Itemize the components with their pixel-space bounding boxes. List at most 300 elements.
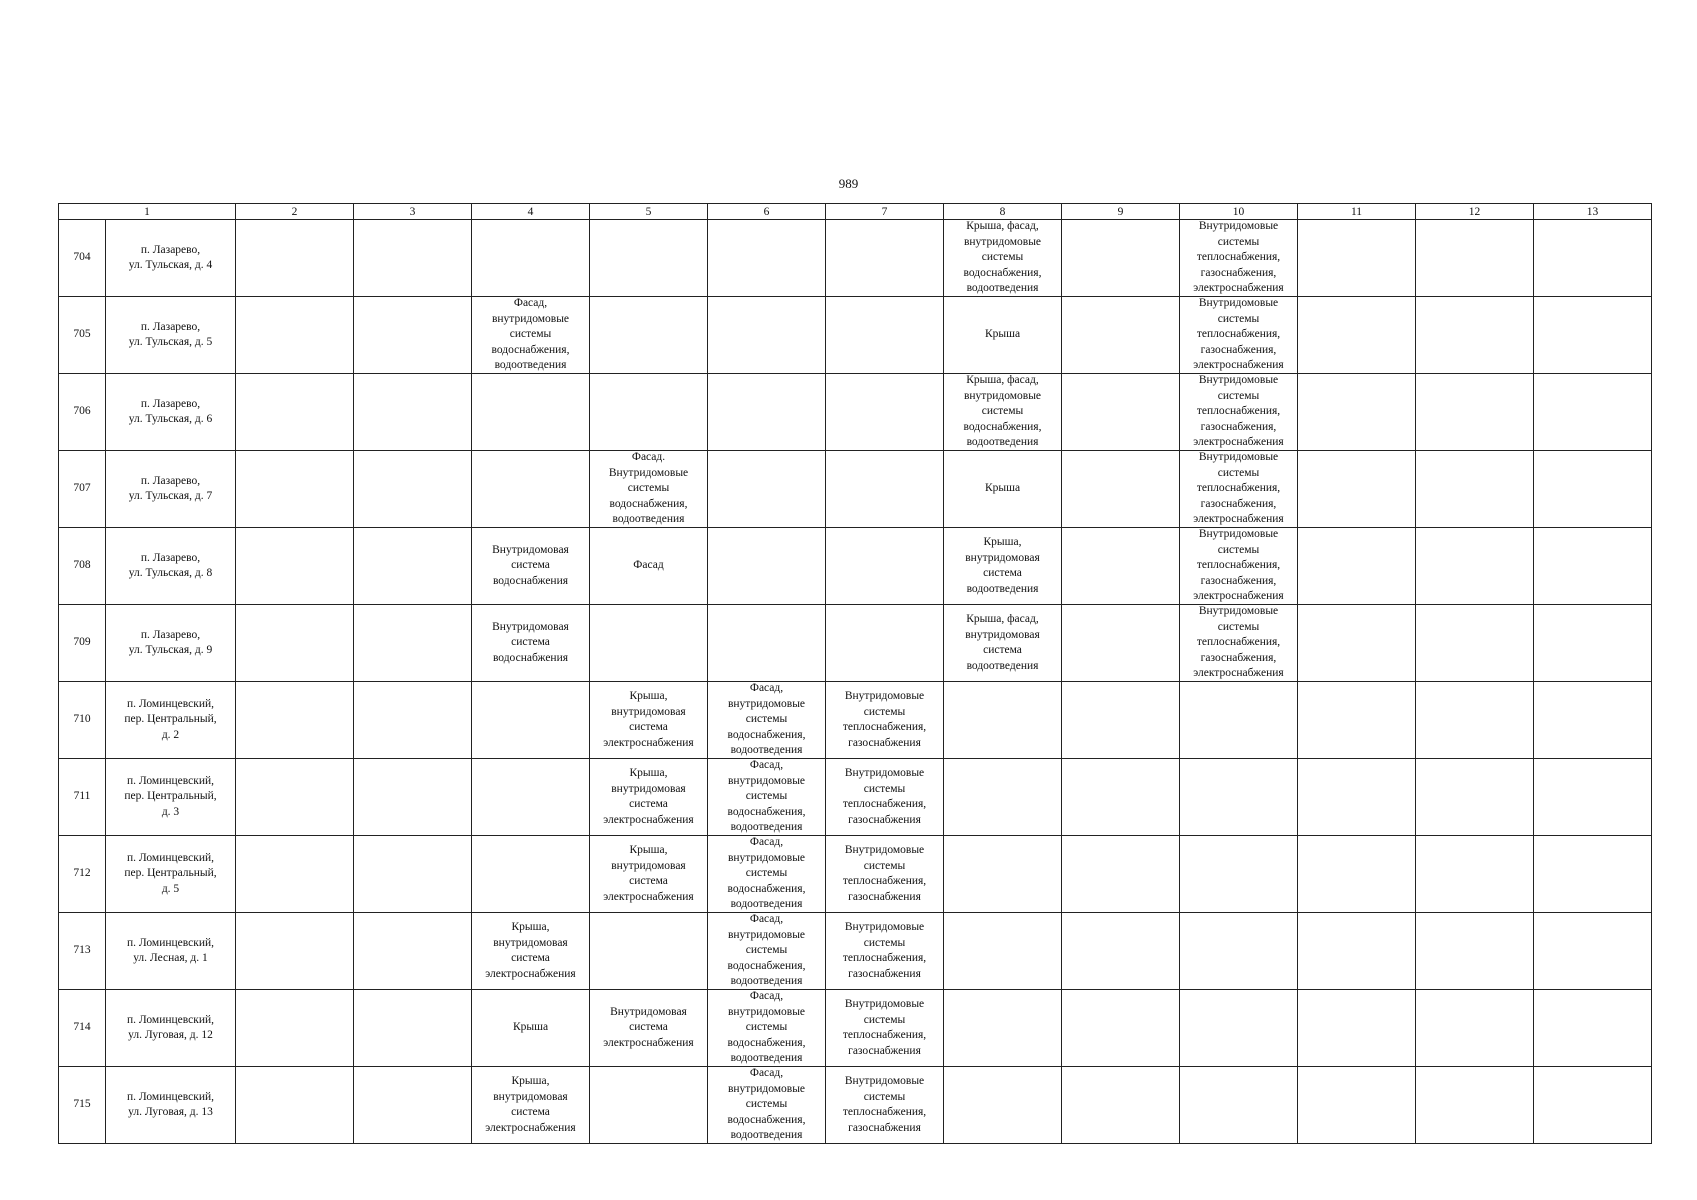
- work-cell-10: [1180, 297, 1298, 374]
- cell-value: Крыша, фасад, внутридомовые системы водоснабжения, водоотведения: [963, 220, 1042, 295]
- address-cell: [106, 682, 236, 759]
- row-number-cell: [59, 374, 106, 451]
- work-cell-11: [1298, 836, 1416, 913]
- cell-text: [828, 682, 941, 758]
- header-cell: 13: [1534, 204, 1652, 220]
- header-cell: 3: [354, 204, 472, 220]
- work-cell-2: [236, 605, 354, 682]
- cell-value: Внутридомовые системы теплоснабжения, газоснабжения, электроснабжения: [1193, 451, 1284, 526]
- work-cell-11: [1298, 605, 1416, 682]
- header-cell: 6: [708, 204, 826, 220]
- cell-text: [61, 1067, 103, 1143]
- cell-text: [1300, 605, 1413, 681]
- work-cell-5: [590, 682, 708, 759]
- row-number-cell: [59, 605, 106, 682]
- cell-text: [710, 374, 823, 450]
- cell-text: [474, 605, 587, 681]
- cell-text: [828, 913, 941, 989]
- work-cell-8: [944, 990, 1062, 1067]
- work-cell-12: [1416, 528, 1534, 605]
- cell-text: [592, 990, 705, 1066]
- work-cell-9: [1062, 605, 1180, 682]
- work-cell-11: [1298, 913, 1416, 990]
- cell-value: п. Ломинцевский, пер. Центральный, д. 5: [124, 851, 217, 895]
- row-number-cell: [59, 682, 106, 759]
- work-cell-10: [1180, 605, 1298, 682]
- cell-value: п. Лазарево, ул. Тульская, д. 8: [128, 551, 213, 579]
- cell-text: [238, 759, 351, 835]
- cell-value: Фасад, внутридомовые системы водоснабжения, водоотведения: [727, 682, 806, 757]
- work-cell-9: [1062, 1067, 1180, 1144]
- cell-text: [1182, 682, 1295, 758]
- cell-value: 706: [73, 405, 91, 418]
- address-cell: [106, 297, 236, 374]
- work-cell-12: [1416, 1067, 1534, 1144]
- work-cell-9: [1062, 220, 1180, 297]
- cell-text: [1418, 759, 1531, 835]
- cell-text: [1064, 374, 1177, 450]
- cell-text: [474, 297, 587, 373]
- work-cell-6: [708, 836, 826, 913]
- work-cell-7: [826, 682, 944, 759]
- cell-text: [474, 374, 587, 450]
- work-cell-8: [944, 913, 1062, 990]
- header-cell: 2: [236, 204, 354, 220]
- work-cell-13: [1534, 1067, 1652, 1144]
- cell-text: [946, 451, 1059, 527]
- work-cell-13: [1534, 682, 1652, 759]
- cell-text: [710, 759, 823, 835]
- header-row: [59, 204, 1652, 220]
- cell-text: [592, 374, 705, 450]
- work-cell-4: [472, 682, 590, 759]
- cell-text: [1064, 836, 1177, 912]
- work-cell-13: [1534, 374, 1652, 451]
- work-cell-8: [944, 1067, 1062, 1144]
- work-cell-2: [236, 682, 354, 759]
- work-cell-8: [944, 297, 1062, 374]
- row-number-cell: [59, 220, 106, 297]
- work-cell-12: [1416, 297, 1534, 374]
- cell-value: Внутридомовые системы теплоснабжения, газоснабжения, электроснабжения: [1193, 220, 1284, 295]
- page-number: 989: [838, 176, 859, 191]
- table-row: [59, 990, 1652, 1067]
- work-cell-3: [354, 374, 472, 451]
- cell-text: [1300, 451, 1413, 527]
- cell-text: [1182, 836, 1295, 912]
- cell-text: [828, 220, 941, 296]
- work-cell-10: [1180, 220, 1298, 297]
- cell-value: п. Лазарево, ул. Тульская, д. 7: [128, 474, 213, 502]
- work-cell-3: [354, 451, 472, 528]
- cell-text: [108, 374, 233, 450]
- cell-text: [1536, 605, 1649, 681]
- work-cell-5: [590, 836, 708, 913]
- cell-text: [356, 220, 469, 296]
- cell-text: [946, 990, 1059, 1066]
- work-cell-3: [354, 605, 472, 682]
- cell-text: [61, 451, 103, 527]
- work-cell-4: [472, 990, 590, 1067]
- work-cell-8: [944, 682, 1062, 759]
- cell-text: [61, 220, 103, 296]
- work-cell-4: [472, 913, 590, 990]
- work-cell-2: [236, 451, 354, 528]
- cell-text: [592, 759, 705, 835]
- cell-text: [1182, 605, 1295, 681]
- cell-value: Внутридомовая система электроснабжения: [603, 1005, 694, 1049]
- work-cell-13: [1534, 297, 1652, 374]
- cell-text: [1064, 913, 1177, 989]
- cell-value: 709: [73, 636, 91, 649]
- cell-text: [474, 759, 587, 835]
- cell-text: [108, 759, 233, 835]
- work-cell-3: [354, 297, 472, 374]
- work-cell-6: [708, 528, 826, 605]
- work-cell-4: [472, 759, 590, 836]
- work-cell-2: [236, 759, 354, 836]
- cell-value: Внутридомовые системы теплоснабжения, газоснабжения, электроснабжения: [1193, 297, 1284, 372]
- cell-value: Крыша: [984, 482, 1021, 495]
- cell-text: [1182, 451, 1295, 527]
- cell-text: [1300, 374, 1413, 450]
- work-cell-3: [354, 759, 472, 836]
- work-cell-2: [236, 913, 354, 990]
- work-cell-5: [590, 605, 708, 682]
- cell-value: Внутридомовые системы теплоснабжения, газоснабжения: [842, 921, 927, 980]
- work-cell-6: [708, 220, 826, 297]
- cell-text: [592, 605, 705, 681]
- cell-value: Фасад, внутридомовые системы водоснабжения, водоотведения: [727, 990, 806, 1065]
- cell-text: [946, 528, 1059, 604]
- address-cell: [106, 528, 236, 605]
- cell-value: Внутридомовая система водоснабжения: [492, 543, 569, 587]
- work-cell-3: [354, 1067, 472, 1144]
- cell-text: [828, 451, 941, 527]
- cell-value: Внутридомовые системы теплоснабжения, газоснабжения, электроснабжения: [1193, 374, 1284, 449]
- cell-text: [828, 605, 941, 681]
- cell-text: [1300, 759, 1413, 835]
- cell-text: [946, 759, 1059, 835]
- cell-text: [61, 682, 103, 758]
- cell-value: 713: [73, 944, 91, 957]
- cell-text: [474, 836, 587, 912]
- cell-text: [1418, 836, 1531, 912]
- work-cell-3: [354, 682, 472, 759]
- work-cell-2: [236, 528, 354, 605]
- work-cell-10: [1180, 528, 1298, 605]
- address-cell: [106, 836, 236, 913]
- cell-text: [108, 836, 233, 912]
- work-cell-13: [1534, 605, 1652, 682]
- work-cell-4: [472, 297, 590, 374]
- cell-text: [356, 605, 469, 681]
- cell-text: [1300, 220, 1413, 296]
- work-cell-10: [1180, 836, 1298, 913]
- cell-text: [61, 297, 103, 373]
- cell-text: [474, 451, 587, 527]
- work-cell-13: [1534, 528, 1652, 605]
- cell-value: Крыша, внутридомовая система водоотведения: [965, 536, 1040, 595]
- work-cell-13: [1534, 990, 1652, 1067]
- cell-text: [946, 374, 1059, 450]
- cell-text: [61, 528, 103, 604]
- cell-text: [828, 990, 941, 1066]
- work-cell-11: [1298, 451, 1416, 528]
- cell-text: [356, 913, 469, 989]
- cell-text: [1064, 759, 1177, 835]
- work-cell-5: [590, 374, 708, 451]
- work-cell-6: [708, 990, 826, 1067]
- table-body: [59, 220, 1652, 1144]
- row-number-cell: [59, 913, 106, 990]
- cell-value: п. Лазарево, ул. Тульская, д. 5: [128, 320, 213, 348]
- cell-value: Внутридомовые системы теплоснабжения, газоснабжения, электроснабжения: [1193, 528, 1284, 603]
- cell-text: [1418, 682, 1531, 758]
- work-cell-6: [708, 1067, 826, 1144]
- cell-text: [710, 682, 823, 758]
- cell-text: [356, 297, 469, 373]
- cell-text: [238, 451, 351, 527]
- work-cell-11: [1298, 759, 1416, 836]
- work-cell-8: [944, 451, 1062, 528]
- cell-text: [710, 451, 823, 527]
- header-cell: 9: [1062, 204, 1180, 220]
- work-cell-9: [1062, 836, 1180, 913]
- cell-text: [474, 913, 587, 989]
- work-cell-7: [826, 605, 944, 682]
- cell-value: Крыша, фасад, внутридомовая система водоотведения: [965, 613, 1040, 672]
- table-row: [59, 297, 1652, 374]
- cell-text: [474, 990, 587, 1066]
- work-cell-12: [1416, 913, 1534, 990]
- work-cell-6: [708, 605, 826, 682]
- cell-text: [710, 836, 823, 912]
- work-cell-12: [1416, 605, 1534, 682]
- cell-text: [356, 1067, 469, 1143]
- cell-text: [1182, 990, 1295, 1066]
- header-cell: 11: [1298, 204, 1416, 220]
- cell-text: [356, 528, 469, 604]
- cell-text: [238, 528, 351, 604]
- work-cell-11: [1298, 220, 1416, 297]
- work-cell-4: [472, 528, 590, 605]
- cell-text: [1064, 297, 1177, 373]
- work-cell-10: [1180, 1067, 1298, 1144]
- work-cell-4: [472, 605, 590, 682]
- cell-text: [1182, 220, 1295, 296]
- cell-text: [1536, 682, 1649, 758]
- work-cell-3: [354, 990, 472, 1067]
- table-row: [59, 528, 1652, 605]
- cell-text: [710, 605, 823, 681]
- work-cell-7: [826, 836, 944, 913]
- work-cell-11: [1298, 297, 1416, 374]
- work-cell-11: [1298, 374, 1416, 451]
- table-row: [59, 374, 1652, 451]
- cell-value: 707: [73, 482, 91, 495]
- header-cell: 5: [590, 204, 708, 220]
- cell-value: 714: [73, 1021, 91, 1034]
- work-cell-11: [1298, 682, 1416, 759]
- cell-value: Внутридомовые системы теплоснабжения, газоснабжения: [842, 998, 927, 1057]
- work-cell-8: [944, 528, 1062, 605]
- cell-text: [61, 374, 103, 450]
- cell-text: [1418, 1067, 1531, 1143]
- cell-value: Внутридомовые системы теплоснабжения, газоснабжения: [842, 767, 927, 826]
- work-cell-8: [944, 836, 1062, 913]
- cell-text: [238, 913, 351, 989]
- work-cell-7: [826, 759, 944, 836]
- work-cell-6: [708, 374, 826, 451]
- work-cell-9: [1062, 297, 1180, 374]
- cell-text: [1300, 913, 1413, 989]
- cell-text: [710, 297, 823, 373]
- work-cell-8: [944, 220, 1062, 297]
- work-cell-9: [1062, 528, 1180, 605]
- address-cell: [106, 220, 236, 297]
- work-cell-7: [826, 374, 944, 451]
- work-cell-3: [354, 220, 472, 297]
- cell-value: 711: [73, 790, 91, 803]
- cell-text: [946, 836, 1059, 912]
- table-row: [59, 913, 1652, 990]
- cell-text: [61, 990, 103, 1066]
- cell-text: [1182, 374, 1295, 450]
- cell-text: [61, 836, 103, 912]
- cell-text: [1536, 990, 1649, 1066]
- cell-text: [238, 220, 351, 296]
- cell-text: [710, 220, 823, 296]
- work-cell-13: [1534, 836, 1652, 913]
- work-cell-7: [826, 528, 944, 605]
- cell-text: [1064, 682, 1177, 758]
- header-cell: 8: [944, 204, 1062, 220]
- cell-text: [710, 528, 823, 604]
- work-cell-6: [708, 913, 826, 990]
- work-cell-4: [472, 220, 590, 297]
- work-cell-9: [1062, 451, 1180, 528]
- cell-text: [946, 605, 1059, 681]
- address-cell: [106, 990, 236, 1067]
- work-cell-6: [708, 451, 826, 528]
- cell-text: [592, 913, 705, 989]
- work-cell-3: [354, 836, 472, 913]
- cell-text: [1182, 759, 1295, 835]
- cell-text: [1418, 990, 1531, 1066]
- cell-value: Фасад. Внутридомовые системы водоснабжения, водоотведения: [608, 451, 689, 526]
- cell-text: [1418, 913, 1531, 989]
- cell-text: [1418, 528, 1531, 604]
- work-cell-7: [826, 297, 944, 374]
- work-cell-9: [1062, 374, 1180, 451]
- work-cell-5: [590, 297, 708, 374]
- address-cell: [106, 913, 236, 990]
- cell-value: п. Лазарево, ул. Тульская, д. 6: [128, 397, 213, 425]
- cell-text: [1064, 528, 1177, 604]
- header-cell: 7: [826, 204, 944, 220]
- work-cell-11: [1298, 528, 1416, 605]
- cell-text: [1300, 836, 1413, 912]
- cell-text: [356, 682, 469, 758]
- work-cell-5: [590, 913, 708, 990]
- cell-value: Внутридомовые системы теплоснабжения, газоснабжения: [842, 690, 927, 749]
- cell-text: [828, 759, 941, 835]
- cell-text: [238, 297, 351, 373]
- cell-text: [828, 836, 941, 912]
- row-number-cell: [59, 836, 106, 913]
- work-cell-10: [1180, 913, 1298, 990]
- work-cell-7: [826, 220, 944, 297]
- cell-value: п. Лазарево, ул. Тульская, д. 4: [128, 243, 213, 271]
- row-number-cell: [59, 759, 106, 836]
- work-cell-9: [1062, 990, 1180, 1067]
- cell-value: Фасад: [633, 559, 664, 572]
- work-cell-12: [1416, 836, 1534, 913]
- cell-text: [108, 1067, 233, 1143]
- work-cell-7: [826, 990, 944, 1067]
- cell-text: [1182, 913, 1295, 989]
- cell-text: [592, 836, 705, 912]
- cell-text: [1182, 1067, 1295, 1143]
- cell-text: [1418, 220, 1531, 296]
- cell-text: [710, 913, 823, 989]
- work-cell-12: [1416, 374, 1534, 451]
- table-row: [59, 1067, 1652, 1144]
- work-cell-7: [826, 451, 944, 528]
- cell-text: [356, 759, 469, 835]
- cell-text: [828, 528, 941, 604]
- work-cell-5: [590, 759, 708, 836]
- cell-text: [108, 297, 233, 373]
- work-cell-8: [944, 374, 1062, 451]
- cell-text: [1300, 1067, 1413, 1143]
- cell-text: [592, 297, 705, 373]
- work-cell-4: [472, 836, 590, 913]
- work-cell-2: [236, 1067, 354, 1144]
- cell-text: [828, 374, 941, 450]
- cell-value: п. Ломинцевский, ул. Лесная, д. 1: [126, 936, 215, 964]
- address-cell: [106, 759, 236, 836]
- work-cell-10: [1180, 451, 1298, 528]
- work-cell-13: [1534, 220, 1652, 297]
- work-cell-10: [1180, 374, 1298, 451]
- table-row: [59, 220, 1652, 297]
- work-cell-2: [236, 297, 354, 374]
- work-cell-13: [1534, 451, 1652, 528]
- cell-text: [356, 451, 469, 527]
- cell-value: Крыша, фасад, внутридомовые системы водоснабжения, водоотведения: [963, 374, 1042, 449]
- work-cell-13: [1534, 759, 1652, 836]
- work-cell-3: [354, 528, 472, 605]
- header-cell: 10: [1180, 204, 1298, 220]
- table-row: [59, 451, 1652, 528]
- cell-value: Крыша: [984, 328, 1021, 341]
- work-cell-5: [590, 1067, 708, 1144]
- work-cell-13: [1534, 913, 1652, 990]
- cell-text: [946, 297, 1059, 373]
- cell-text: [108, 682, 233, 758]
- cell-value: п. Ломинцевский, ул. Луговая, д. 13: [126, 1090, 215, 1118]
- cell-text: [474, 528, 587, 604]
- work-cell-9: [1062, 913, 1180, 990]
- work-cell-12: [1416, 759, 1534, 836]
- work-cell-5: [590, 528, 708, 605]
- cell-text: [108, 220, 233, 296]
- cell-text: [946, 1067, 1059, 1143]
- work-cell-2: [236, 374, 354, 451]
- cell-value: Фасад, внутридомовые системы водоснабжения, водоотведения: [727, 1067, 806, 1142]
